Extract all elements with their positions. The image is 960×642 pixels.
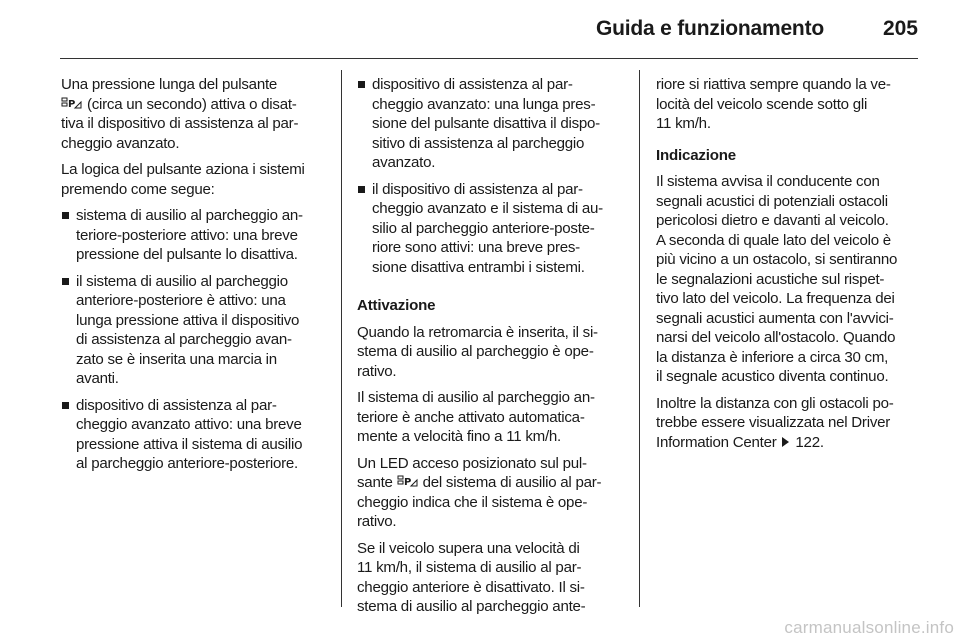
page-reference-arrow-icon[interactable] (782, 437, 789, 447)
header-rule (60, 58, 918, 59)
page-reference-link[interactable]: 122. (791, 433, 824, 451)
page-header (60, 17, 920, 47)
list-item: sistema di ausilio al parcheggio an- teriore-posteriore attivo: una breve pressione del pulsante lo disattiva. (61, 206, 331, 265)
column-divider-1 (341, 70, 342, 607)
paragraph-front-auto: Il sistema di ausilio al parcheggio an- teriore è anche attivato automatica- mente a velocità fino a 11 km/h. (357, 389, 595, 445)
page-title: Guida e funzionamento (596, 17, 824, 40)
section-heading-indication: Indicazione (656, 146, 736, 164)
bullet-square-icon (62, 402, 69, 409)
page-number: 205 (882, 17, 918, 40)
list-item: il sistema di ausilio al parcheggio anteriore-posteriore è attivo: una lunga pressione attiva il dispositivo di assistenza al parcheggio avan- zato se è inserita una marcia in avanti. (61, 272, 331, 389)
bullet-square-icon (358, 81, 365, 88)
section-heading-activation: Attivazione (357, 297, 436, 314)
bullet-square-icon (62, 212, 69, 219)
column-3 (656, 75, 926, 459)
paragraph-long-press: Una pressione lunga del pulsante P (circa un secondo) attiva o disat- tiva il dispositivo di assistenza al par- cheggio avanzato. (61, 76, 299, 152)
svg-text:P: P (68, 98, 76, 110)
paragraph-speed-threshold: Se il veicolo supera una velocità di 11 km/h, il sistema di ausilio al par- cheggio anteriore è disattivato. Il si- stema di ausilio al parcheggio ante- (357, 539, 586, 615)
svg-text:P: P (403, 477, 411, 488)
park-assist-button-icon (61, 97, 83, 110)
park-assist-button-icon (397, 475, 419, 488)
bullet-square-icon (62, 278, 69, 285)
paragraph-acoustic-signals: Il sistema avvisa il conducente con segnali acustici di potenziali ostacoli pericolosi dietro e davanti al veicolo. A seconda di quale lato del veicolo è più vicino a un ostacolo, si sentiranno le segnalazioni acustiche sul rispet- tivo lato del veicolo. La frequenza dei segnali acustici aumenta con l'avvici- narsi del veicolo all'ostacolo. Quando la distanza è inferiore a circa 30 cm, il segnale acustico diventa continuo. (656, 173, 898, 385)
paragraph-driver-info-center: Inoltre la distanza con gli ostacoli po- trebbe essere visualizzata nel Driver Information Center 122. (656, 394, 894, 451)
column-1 (61, 75, 331, 481)
column-divider-2 (639, 70, 640, 607)
watermark: carmanualsonline.info (784, 618, 954, 637)
paragraph-led: Un LED acceso posizionato sul pul- sante P del sistema di ausilio al par- cheggio indica che il sistema è ope- rativo. (357, 454, 602, 530)
paragraph-button-logic: La logica del pulsante aziona i sistemi premendo come segue: (61, 161, 305, 198)
list-item: dispositivo di assistenza al par- cheggio avanzato: una lunga pres- sione del pulsante disattiva il dispo- sitivo di assistenza al parcheggio avanzato. (357, 75, 627, 173)
paragraph-reverse-gear: Quando la retromarcia è inserita, il si- stema di ausilio al parcheggio è ope- rativo. (357, 323, 598, 380)
bullet-square-icon (358, 186, 365, 193)
list-item: dispositivo di assistenza al par- cheggio avanzato attivo: una breve pressione attiva il sistema di ausilio al parcheggio anteriore-posteriore. (61, 396, 331, 474)
column-2 (357, 75, 627, 624)
list-item: il dispositivo di assistenza al par- cheggio avanzato e il sistema di au- silio al parcheggio anteriore-poste- riore sono attivi: una breve pres- sione disattiva entrambi i sistemi. (357, 180, 627, 278)
paragraph-reactivation: riore si riattiva sempre quando la ve- locità del veicolo scende sotto gli 11 km/h. (656, 76, 891, 132)
